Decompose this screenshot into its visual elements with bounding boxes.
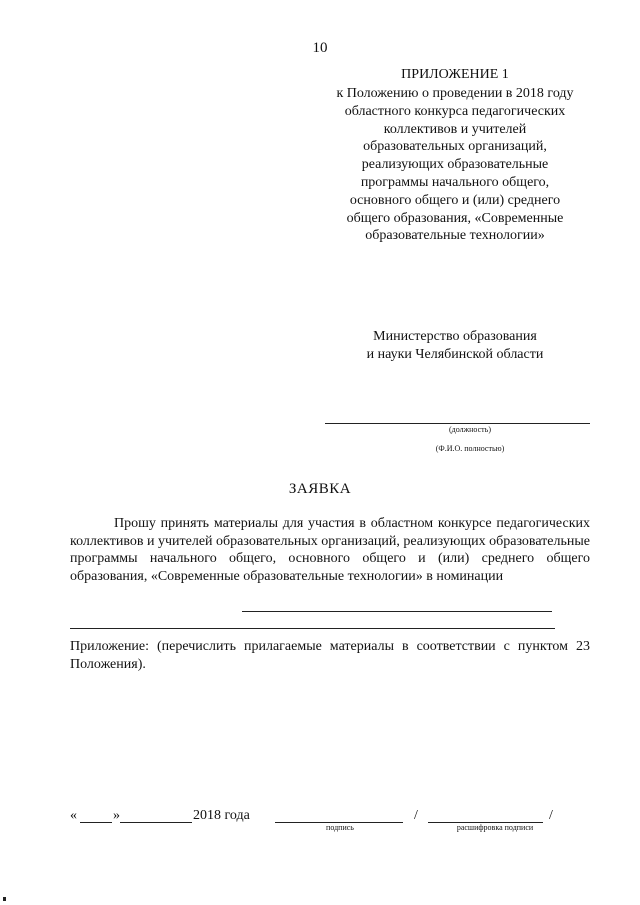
day-blank-line[interactable] xyxy=(80,822,112,823)
appendix-subtitle-line: общего образования, «Современные xyxy=(346,210,564,226)
appendix-subtitle-line: областного конкурса педагогических xyxy=(344,103,566,119)
document-title: ЗАЯВКА xyxy=(288,481,352,497)
date-open-quote: « xyxy=(70,808,77,823)
name-caption: (Ф.И.О. полностью) xyxy=(435,444,505,453)
appendix-subtitle-line: реализующих образовательные xyxy=(361,157,549,173)
position-blank-line[interactable] xyxy=(325,423,590,424)
decoding-caption: расшифровка подписи xyxy=(456,823,534,832)
appendix-subtitle-line: образовательных организаций, xyxy=(363,139,547,155)
appendix-subtitle-line: образовательные технологии» xyxy=(365,228,545,244)
scan-speck xyxy=(3,897,6,901)
appendix-subtitle-line: основного общего и (или) среднего xyxy=(349,192,561,208)
nomination-blank-line[interactable] xyxy=(242,611,552,612)
page-number: 10 xyxy=(312,40,328,56)
request-paragraph xyxy=(70,515,590,585)
request-text: Прошу принять материалы для участия в областном конкурсе педагогических коллективов и учителей образовательных организаций, реализующих образовательные программы начального общего, основного общего и (или) среднего общего образования, «Современные образовательные технологии» в номинации xyxy=(70,516,590,584)
appendix-subtitle-line: программы начального общего, xyxy=(360,174,550,190)
recipient-line: и науки Челябинской области xyxy=(366,346,544,362)
signature-slash: / xyxy=(414,808,418,823)
decoding-slash: / xyxy=(549,808,553,823)
appendix-subtitle-line: к Положению о проведении в 2018 году xyxy=(336,86,574,101)
signature-caption: подпись xyxy=(326,823,354,832)
recipient-line: Министерство образования xyxy=(373,329,537,344)
attachment-paragraph xyxy=(70,638,590,673)
appendix-subtitle xyxy=(320,85,590,245)
month-blank-line[interactable] xyxy=(120,822,192,823)
position-caption: (должность) xyxy=(449,425,491,434)
attachment-text: Приложение: (перечислить прилагаемые материалы в соответствии с пунктом 23 Положения). xyxy=(70,639,590,672)
appendix-subtitle-line: коллективов и учителей xyxy=(383,121,527,137)
date-close-quote: » xyxy=(113,808,120,823)
year-text: 2018 года xyxy=(193,808,250,823)
recipient-block xyxy=(335,328,575,363)
appendix-title: ПРИЛОЖЕНИЕ 1 xyxy=(401,67,509,82)
extra-blank-line[interactable] xyxy=(70,628,555,629)
